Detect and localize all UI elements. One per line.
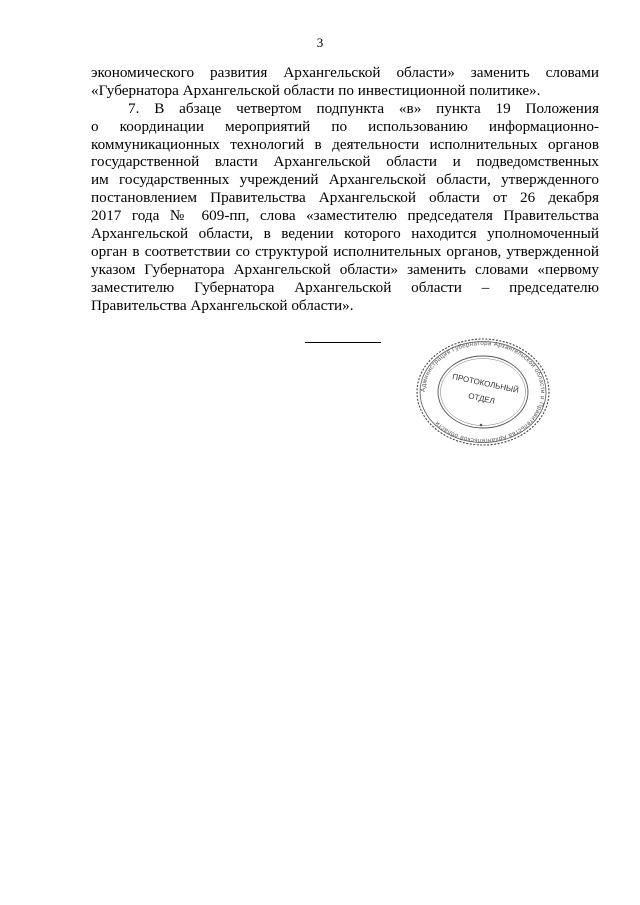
text-line: заместителю Губернатора Архангельской области – председателю bbox=[91, 278, 599, 296]
end-separator-line bbox=[305, 342, 381, 343]
text-line: 2017 года № 609-пп, слова «заместителю председателя Правительства bbox=[91, 207, 599, 225]
stamp-inner-line2: ОТДЕЛ bbox=[467, 391, 496, 406]
text-line: орган в соответствии со структурой исполнительных органов, утвержденной bbox=[91, 242, 599, 260]
text-line: «Губернатора Архангельской области по инвестиционной политике». bbox=[91, 81, 541, 99]
text-line: о координации мероприятий по использованию информационно- bbox=[91, 117, 599, 135]
page-number: 3 bbox=[316, 35, 324, 50]
text-line: Архангельской области, в ведении которого находится уполномоченный bbox=[91, 225, 599, 243]
text-line: государственной власти Архангельской области и подведомственных bbox=[91, 153, 599, 171]
text-line: Правительства Архангельской области». bbox=[91, 296, 354, 314]
text-line: им государственных учреждений Архангельской области, утвержденного bbox=[91, 171, 599, 189]
text-line: постановлением Правительства Архангельской области от 26 декабря bbox=[91, 189, 599, 207]
text-line: указом Губернатора Архангельской области» заменить словами «первому bbox=[91, 260, 599, 278]
text-line: 7. В абзаце четвертом подпункта «в» пункта 19 Положения bbox=[128, 99, 599, 117]
text-line: экономического развития Архангельской области» заменить словами bbox=[91, 64, 599, 81]
document-body bbox=[91, 64, 599, 314]
protocol-stamp bbox=[413, 337, 553, 447]
stamp-inner-line1: ПРОТОКОЛЬНЫЙ bbox=[451, 372, 520, 395]
stamp-ring-text: Администрация Губернатора Архангельской области и Правительства Архангельской области bbox=[419, 339, 547, 445]
text-line: коммуникационных технологий в деятельности исполнительных органов bbox=[91, 135, 599, 153]
